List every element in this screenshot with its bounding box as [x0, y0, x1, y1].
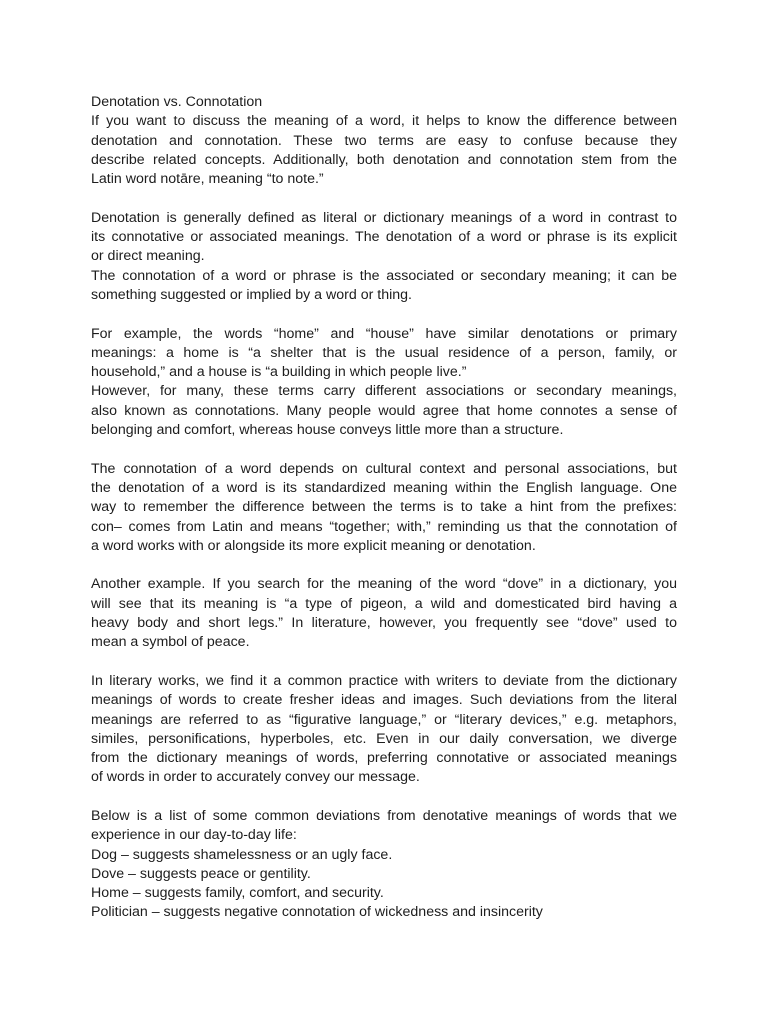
document-title: Denotation vs. Connotation — [91, 94, 263, 110]
paragraph-line: Denotation is generally defined as literal or dictionary meanings of a word in contrast to — [91, 209, 677, 226]
paragraph-line: denotation and connotation. These two terms are easy to confuse because they — [91, 132, 677, 149]
paragraph-line: However, for many, these terms carry different associations or secondary meanings, — [91, 383, 677, 400]
paragraph-line: If you want to discuss the meaning of a word, it helps to know the difference between — [91, 113, 677, 130]
paragraph-line: For example, the words “home” and “house” have similar denotations or primary — [91, 325, 677, 342]
paragraph-line: con– comes from Latin and means “together; with,” reminding us that the connotation of — [91, 518, 677, 535]
paragraph-line: a word works with or alongside its more explicit meaning or denotation. — [91, 537, 536, 554]
paragraph-spacer — [91, 305, 677, 324]
document-page — [91, 93, 677, 923]
paragraph-line: the denotation of a word is its standardized meaning within the English language. One — [91, 479, 677, 496]
paragraph-spacer — [91, 653, 677, 672]
paragraph-line: will see that its meaning is “a type of pigeon, a wild and domesticated bird having a — [91, 595, 677, 612]
paragraph-line: describe related concepts. Additionally, both denotation and connotation stem from the — [91, 151, 677, 168]
paragraph-line: Latin word notāre, meaning “to note.” — [91, 171, 324, 188]
paragraph-line: meanings: a home is “a shelter that is the usual residence of a person, family, or — [91, 344, 677, 361]
paragraph-line: meanings of words to create fresher ideas and images. Such deviations from the literal — [91, 692, 677, 709]
paragraph-line: household,” and a house is “a building in which people live.” — [91, 364, 467, 381]
paragraph-line: from the dictionary meanings of words, preferring connotative or associated meanings — [91, 750, 677, 767]
paragraph-spacer — [91, 440, 677, 459]
paragraph-spacer — [91, 189, 677, 208]
paragraph-line: of words in order to accurately convey our message. — [91, 769, 420, 786]
list-item: Politician – suggests negative connotation of wickedness and insincerity — [91, 904, 543, 921]
paragraph-line: its connotative or associated meanings. The denotation of a word or phrase is its explicit — [91, 229, 677, 246]
paragraph-line: belonging and comfort, whereas house conveys little more than a structure. — [91, 422, 564, 439]
paragraph-line: heavy body and short legs.” In literature, however, you frequently see “dove” used to — [91, 615, 677, 632]
paragraph-line: experience in our day-to-day life: — [91, 827, 297, 844]
paragraph-line: Another example. If you search for the meaning of the word “dove” in a dictionary, you — [91, 576, 677, 593]
paragraph-line: The connotation of a word depends on cultural context and personal associations, but — [91, 460, 677, 477]
list-item: Dog – suggests shamelessness or an ugly face. — [91, 846, 393, 863]
paragraph-line: meanings are referred to as “figurative language,” or “literary devices,” e.g. metaphors, — [91, 711, 677, 728]
paragraph-line: similes, personifications, hyperboles, etc. Even in our daily conversation, we diverge — [91, 730, 677, 747]
paragraph-line: something suggested or implied by a word or thing. — [91, 286, 412, 303]
paragraph-line: Below is a list of some common deviations from denotative meanings of words that we — [91, 807, 677, 824]
paragraph-line: The connotation of a word or phrase is the associated or secondary meaning; it can be — [91, 267, 677, 284]
paragraph-spacer — [91, 556, 677, 575]
paragraph-line: mean a symbol of peace. — [91, 634, 250, 651]
paragraph-line: In literary works, we find it a common practice with writers to deviate from the dictionary — [91, 672, 677, 689]
paragraph-spacer — [91, 788, 677, 807]
paragraph-line: or direct meaning. — [91, 248, 205, 265]
paragraph-line: also known as connotations. Many people would agree that home connotes a sense of — [91, 402, 677, 419]
paragraph-line: way to remember the difference between the terms is to take a hint from the prefixes: — [91, 499, 677, 516]
list-item: Dove – suggests peace or gentility. — [91, 865, 311, 882]
list-item: Home – suggests family, comfort, and security. — [91, 885, 384, 902]
